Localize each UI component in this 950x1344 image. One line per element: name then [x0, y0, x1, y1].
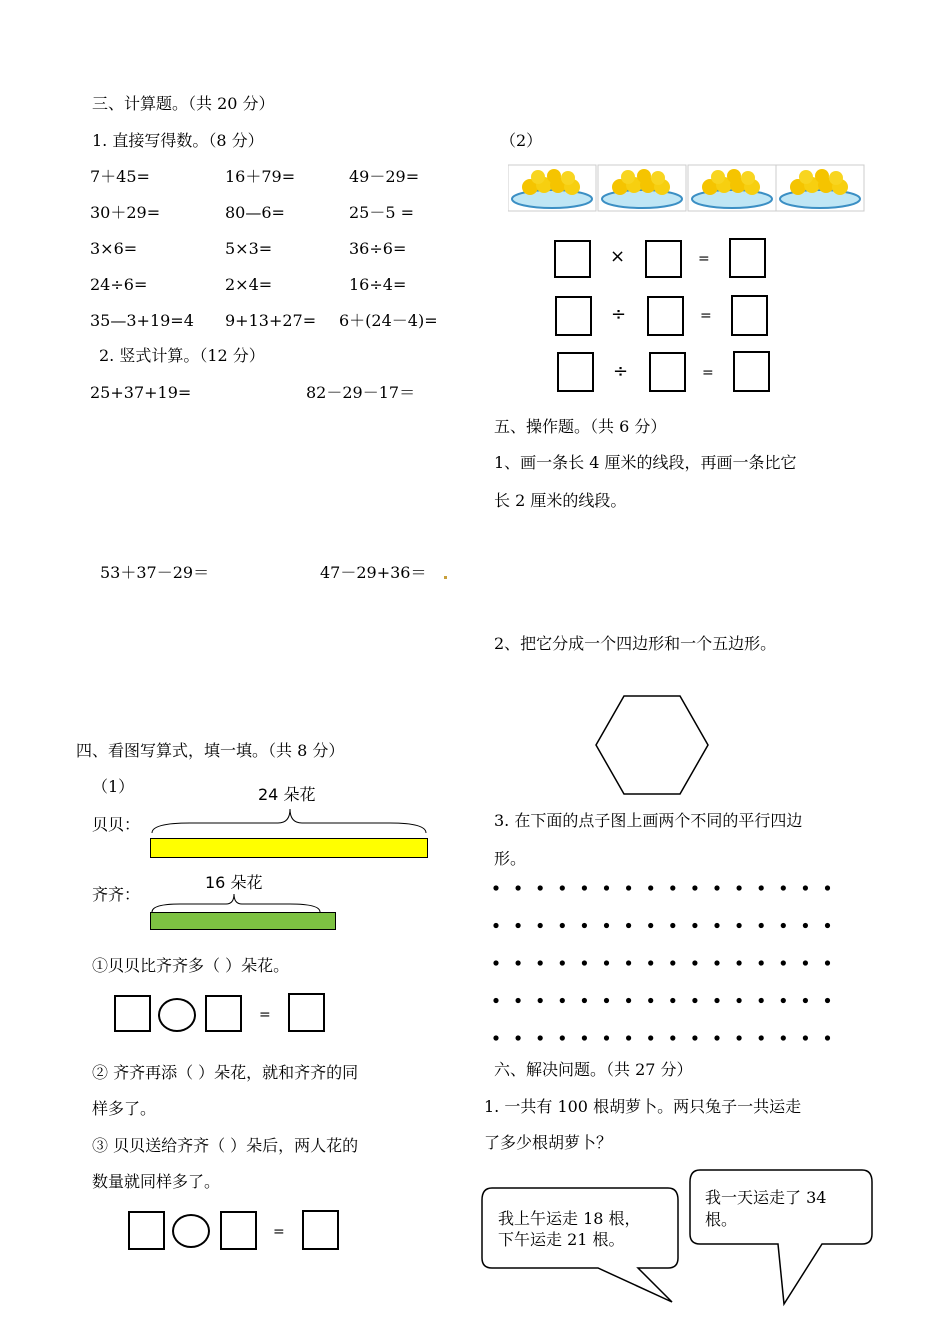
bubble-left-line1: 我上午运走 18 根，: [498, 1209, 641, 1228]
beibei-brace: [150, 805, 430, 837]
grid-dot[interactable]: [692, 998, 697, 1003]
answer-box[interactable]: [205, 995, 242, 1032]
calc-item: 9+13+27=: [225, 311, 317, 330]
grid-dot[interactable]: [560, 1035, 565, 1040]
divide-sign: ÷: [611, 304, 627, 325]
grid-dot[interactable]: [626, 960, 631, 965]
section4-title: 四、看图写算式，填一填。（共 8 分）: [76, 741, 345, 760]
calc-item: 49－29=: [349, 167, 420, 186]
divide-sign: ÷: [613, 361, 629, 382]
answer-box[interactable]: [288, 993, 325, 1032]
answer-box[interactable]: [557, 352, 594, 392]
grid-dot[interactable]: [670, 885, 675, 890]
grid-dot[interactable]: [538, 885, 543, 890]
section5-q1-line2: 长 2 厘米的线段。: [494, 491, 627, 510]
grid-dot[interactable]: [538, 923, 543, 928]
grid-dot[interactable]: [493, 1035, 498, 1040]
section3-title: 三、计算题。（共 20 分）: [92, 94, 275, 113]
grid-dot[interactable]: [803, 960, 808, 965]
beibei-total-label: 24 朵花: [258, 785, 316, 804]
stray-mark: [444, 576, 447, 579]
equals-sign: =: [700, 308, 712, 324]
answer-box[interactable]: [114, 995, 151, 1032]
grid-dot[interactable]: [516, 885, 521, 890]
question-a: ①贝贝比齐齐多（ ）朵花。: [92, 956, 290, 975]
vertical-calc-item: 25+37+19=: [90, 383, 192, 402]
answer-box[interactable]: [555, 296, 592, 336]
apple-plate-icon: [776, 165, 864, 211]
grid-dot[interactable]: [759, 923, 764, 928]
equals-sign: =: [273, 1224, 285, 1240]
section5-q2: 2、把它分成一个四边形和一个五边形。: [494, 634, 777, 653]
grid-dot[interactable]: [714, 923, 719, 928]
grid-dot[interactable]: [582, 885, 587, 890]
grid-dot[interactable]: [781, 1035, 786, 1040]
calc-item: 5×3=: [225, 239, 273, 258]
vertical-calc-item: 82－29－17＝: [306, 383, 416, 402]
apple-plate-icon: [688, 165, 776, 211]
grid-dot[interactable]: [670, 1035, 675, 1040]
grid-dot[interactable]: [604, 960, 609, 965]
equals-sign: =: [259, 1007, 271, 1023]
grid-dot[interactable]: [670, 923, 675, 928]
grid-dot[interactable]: [516, 1035, 521, 1040]
calc-item: 16÷4=: [349, 275, 407, 294]
grid-dot[interactable]: [626, 998, 631, 1003]
qiqi-label: 齐齐：: [92, 885, 141, 904]
grid-dot[interactable]: [560, 960, 565, 965]
grid-dot[interactable]: [781, 885, 786, 890]
grid-dot[interactable]: [803, 998, 808, 1003]
grid-dot[interactable]: [626, 1035, 631, 1040]
grid-dot[interactable]: [759, 998, 764, 1003]
grid-dot[interactable]: [737, 998, 742, 1003]
calc-item: 24÷6=: [90, 275, 148, 294]
vertical-calc-item: 47－29+36＝: [320, 563, 427, 582]
calc-item: 25－5 =: [349, 203, 415, 222]
grid-dot[interactable]: [493, 998, 498, 1003]
calc-item: 3×6=: [90, 239, 138, 258]
grid-dot[interactable]: [648, 960, 653, 965]
grid-dot[interactable]: [493, 885, 498, 890]
section3-q1-title: 1. 直接写得数。（8 分）: [92, 131, 264, 150]
answer-box[interactable]: [649, 352, 686, 392]
grid-dot[interactable]: [825, 998, 830, 1003]
equals-sign: =: [698, 251, 710, 267]
calc-item: 7＋45=: [90, 167, 150, 186]
part2-label: （2）: [500, 131, 543, 150]
grid-dot[interactable]: [781, 923, 786, 928]
qiqi-bar: [150, 912, 336, 930]
bubble-right-line2: 根。: [705, 1210, 738, 1229]
section3-q2-title: 2. 竖式计算。（12 分）: [99, 346, 265, 365]
vertical-calc-item: 53＋37－29＝: [100, 563, 210, 582]
calc-item: 30＋29=: [90, 203, 161, 222]
calc-item: 36÷6=: [349, 239, 407, 258]
grid-dot[interactable]: [759, 1035, 764, 1040]
operator-circle[interactable]: [172, 1214, 210, 1248]
grid-dot[interactable]: [604, 923, 609, 928]
grid-dot[interactable]: [582, 960, 587, 965]
grid-dot[interactable]: [692, 960, 697, 965]
apple-plates: [508, 163, 866, 213]
grid-dot[interactable]: [582, 923, 587, 928]
grid-dot[interactable]: [825, 1035, 830, 1040]
grid-dot[interactable]: [737, 885, 742, 890]
grid-dot[interactable]: [516, 960, 521, 965]
grid-dot[interactable]: [759, 885, 764, 890]
dot-grid[interactable]: [488, 878, 868, 1048]
grid-dot[interactable]: [692, 1035, 697, 1040]
multiply-sign: ×: [610, 246, 626, 267]
calc-item: 80—6=: [225, 203, 285, 222]
grid-dot[interactable]: [737, 1035, 742, 1040]
grid-dot[interactable]: [626, 923, 631, 928]
grid-dot[interactable]: [803, 885, 808, 890]
section6-q1-line1: 1. 一共有 100 根胡萝卜。两只兔子一共运走: [484, 1097, 802, 1116]
answer-box[interactable]: [731, 295, 768, 336]
section6-title: 六、解决问题。（共 27 分）: [494, 1060, 693, 1079]
equals-sign: =: [702, 365, 714, 381]
grid-dot[interactable]: [582, 1035, 587, 1040]
question-b-line1: ② 齐齐再添（ ）朵花，就和齐齐的同: [92, 1063, 359, 1082]
grid-dot[interactable]: [825, 923, 830, 928]
grid-dot[interactable]: [714, 1035, 719, 1040]
grid-dot[interactable]: [670, 998, 675, 1003]
answer-box[interactable]: [729, 238, 766, 278]
grid-dot[interactable]: [516, 923, 521, 928]
section5-q3-line2: 形。: [494, 849, 527, 868]
grid-dot[interactable]: [493, 960, 498, 965]
question-c-line2: 数量就同样多了。: [92, 1172, 221, 1191]
grid-dot[interactable]: [626, 885, 631, 890]
section5-q1-line1: 1、画一条长 4 厘米的线段，再画一条比它: [494, 453, 797, 472]
bubble-right-line1: 我一天运走了 34: [705, 1188, 827, 1207]
grid-dot[interactable]: [692, 885, 697, 890]
grid-dot[interactable]: [737, 923, 742, 928]
grid-dot[interactable]: [692, 923, 697, 928]
grid-dot[interactable]: [670, 960, 675, 965]
grid-dot[interactable]: [648, 998, 653, 1003]
beibei-label: 贝贝：: [92, 815, 141, 834]
calc-item: 6＋(24－4)=: [339, 311, 438, 330]
answer-box[interactable]: [128, 1211, 165, 1250]
answer-box[interactable]: [733, 351, 770, 392]
grid-dot[interactable]: [737, 960, 742, 965]
grid-dot[interactable]: [648, 1035, 653, 1040]
operator-circle[interactable]: [158, 998, 196, 1032]
answer-box[interactable]: [554, 240, 591, 278]
grid-dot[interactable]: [648, 885, 653, 890]
calc-item: 2×4=: [225, 275, 273, 294]
grid-dot[interactable]: [781, 998, 786, 1003]
beibei-bar: [150, 838, 428, 858]
grid-dot[interactable]: [560, 998, 565, 1003]
section5-q3-line1: 3. 在下面的点子图上画两个不同的平行四边: [494, 811, 803, 830]
bubble-left-line2: 下午运走 21 根。: [498, 1230, 625, 1249]
grid-dot[interactable]: [538, 998, 543, 1003]
section6-q1-line2: 了多少根胡萝卜？: [484, 1133, 613, 1152]
grid-dot[interactable]: [604, 1035, 609, 1040]
answer-box[interactable]: [302, 1210, 339, 1250]
grid-dot[interactable]: [582, 998, 587, 1003]
question-b-line2: 样多了。: [92, 1099, 157, 1118]
qiqi-total-label: 16 朵花: [205, 873, 263, 892]
apple-plate-icon: [508, 165, 596, 211]
grid-dot[interactable]: [825, 960, 830, 965]
grid-dot[interactable]: [803, 923, 808, 928]
answer-box[interactable]: [220, 1211, 257, 1250]
grid-dot[interactable]: [714, 885, 719, 890]
answer-box[interactable]: [647, 296, 684, 336]
qiqi-brace: [150, 892, 325, 914]
question-c-line1: ③ 贝贝送给齐齐（ ）朵后，两人花的: [92, 1136, 359, 1155]
grid-dot[interactable]: [516, 998, 521, 1003]
answer-box[interactable]: [645, 240, 682, 278]
apple-plate-icon: [598, 165, 686, 211]
grid-dot[interactable]: [714, 960, 719, 965]
grid-dot[interactable]: [560, 923, 565, 928]
grid-dot[interactable]: [538, 960, 543, 965]
grid-dot[interactable]: [560, 885, 565, 890]
grid-dot[interactable]: [604, 998, 609, 1003]
grid-dot[interactable]: [759, 960, 764, 965]
grid-dot[interactable]: [493, 923, 498, 928]
grid-dot[interactable]: [538, 1035, 543, 1040]
grid-dot[interactable]: [803, 1035, 808, 1040]
section5-title: 五、操作题。（共 6 分）: [494, 417, 667, 436]
calc-item: 35—3+19=4: [90, 311, 194, 330]
calc-item: 16＋79=: [225, 167, 296, 186]
part1-label: （1）: [92, 777, 135, 796]
hexagon-figure: [594, 694, 710, 796]
grid-dot[interactable]: [714, 998, 719, 1003]
grid-dot[interactable]: [604, 885, 609, 890]
grid-dot[interactable]: [781, 960, 786, 965]
grid-dot[interactable]: [825, 885, 830, 890]
grid-dot[interactable]: [648, 923, 653, 928]
